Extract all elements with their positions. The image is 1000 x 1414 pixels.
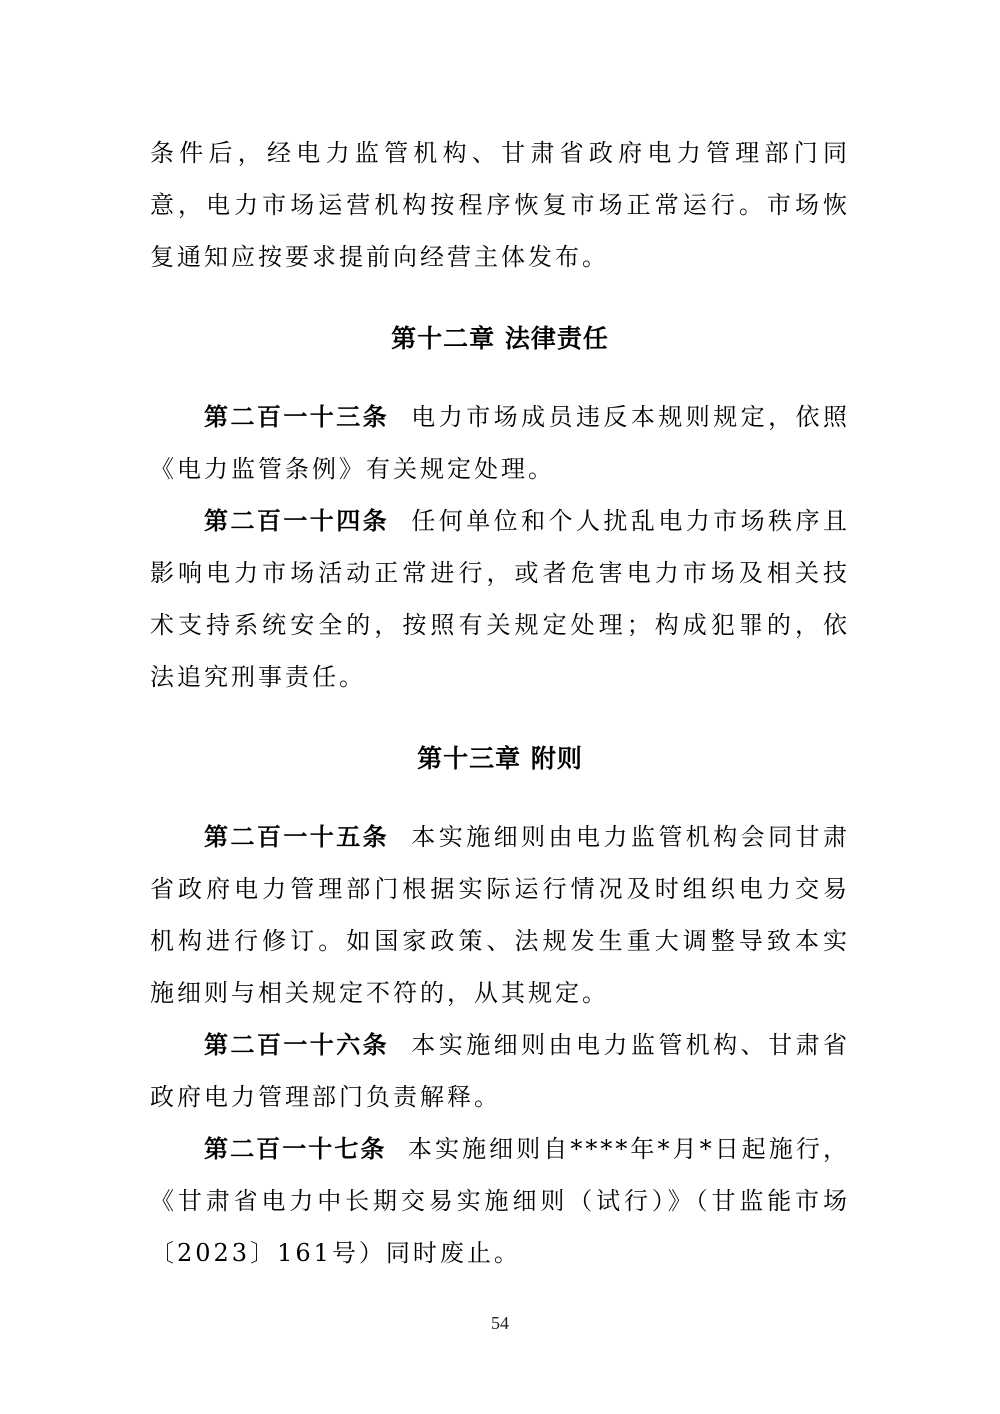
chapter-12-title: 第十二章 法律责任 [391, 324, 609, 353]
article-216-text: 本实施细则由电力监管机构、甘肃省政府电力管理部门负责解释。 [150, 1031, 851, 1111]
article-215-label: 第二百一十五条 [204, 823, 390, 851]
article-214 [150, 495, 850, 703]
page-content [150, 127, 850, 1279]
article-217 [150, 1123, 850, 1279]
article-214-label: 第二百一十四条 [204, 507, 390, 535]
article-217-text: 本实施细则自****年*月*日起施行，《甘肃省电力中长期交易实施细则（试行）》（甘监能市场〔2023〕161号）同时废止。 [150, 1135, 851, 1267]
article-213-text: 电力市场成员违反本规则规定，依照《电力监管条例》有关规定处理。 [150, 403, 851, 483]
page-number: 54 [491, 1313, 509, 1333]
article-216-label: 第二百一十六条 [204, 1031, 390, 1059]
article-216 [150, 1019, 850, 1123]
article-213 [150, 391, 850, 495]
article-214-text: 任何单位和个人扰乱电力市场秩序且影响电力市场活动正常进行，或者危害电力市场及相关技术支持系统安全的，按照有关规定处理；构成犯罪的，依法追究刑事责任。 [150, 507, 851, 691]
intro-paragraph: 条件后，经电力监管机构、甘肃省政府电力管理部门同意，电力市场运营机构按程序恢复市场正常运行。市场恢复通知应按要求提前向经营主体发布。 [150, 139, 850, 271]
article-215-text: 本实施细则由电力监管机构会同甘肃省政府电力管理部门根据实际运行情况及时组织电力交易机构进行修订。如国家政策、法规发生重大调整导致本实施细则与相关规定不符的，从其规定。 [150, 823, 851, 1007]
article-213-label: 第二百一十三条 [204, 403, 390, 431]
chapter-13-title: 第十三章 附则 [417, 744, 583, 773]
article-217-label: 第二百一十七条 [204, 1135, 387, 1163]
article-215 [150, 811, 850, 1019]
